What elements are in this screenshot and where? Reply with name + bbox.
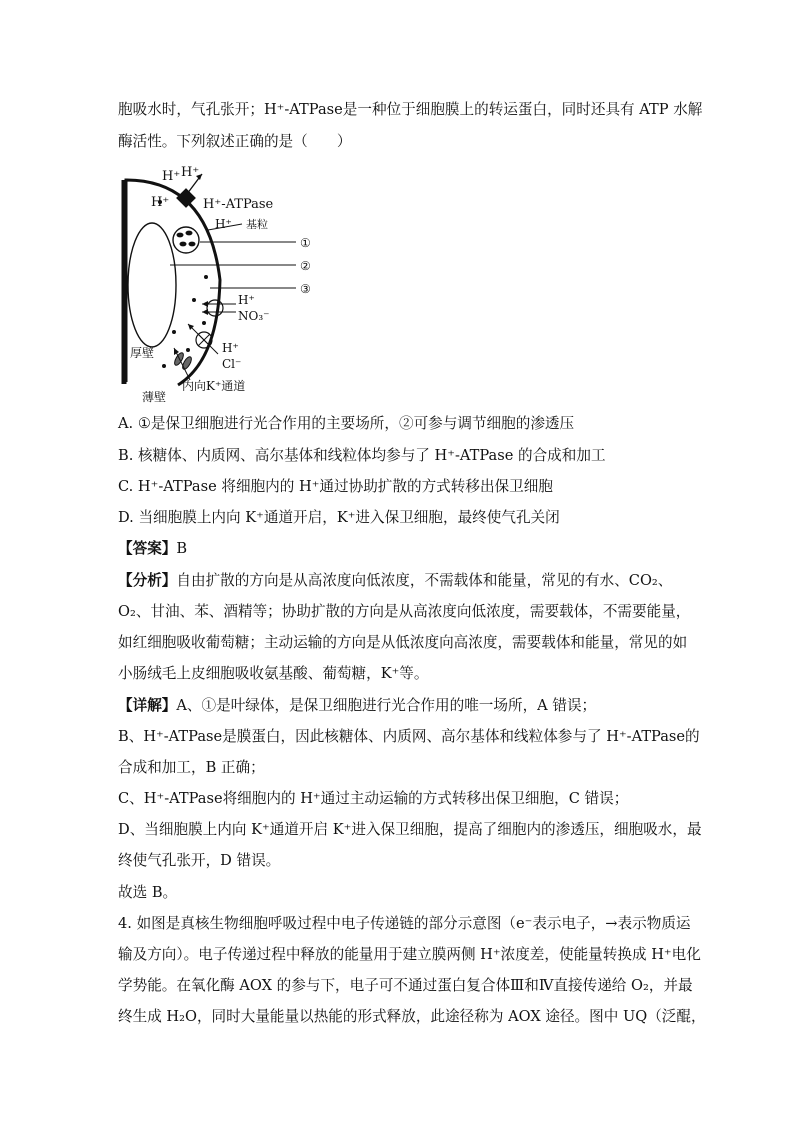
detail-line-2: B、H⁺-ATPase是膜蛋白，因此核糖体、内质网、高尔基体和线粒体参与了 H⁺-ATPase的	[118, 728, 700, 745]
q4-line-4: 终生成 H₂O，同时大量能量以热能的形式释放，此途径称为 AOX 途径。图中 UQ（泛醌，	[118, 1008, 706, 1025]
analysis-line-3: 如红细胞吸收葡萄糖；主动运输的方向是从低浓度向高浓度，需要载体和能量，常见的如	[118, 634, 688, 651]
label-h-left: H⁺	[151, 195, 170, 210]
analysis-text-1: 自由扩散的方向是从高浓度向低浓度，不需载体和能量，常见的有水、CO₂、	[176, 572, 673, 589]
label-2: ②	[300, 259, 311, 273]
answer-tag: 【答案】	[118, 540, 177, 557]
detail-line-3: 合成和加工，B 正确；	[118, 759, 265, 776]
analysis-line-2: O₂、甘油、苯、酒精等；协助扩散的方向是从高浓度向低浓度，需要载体，不需要能量，	[118, 603, 691, 620]
label-h-cl: H⁺	[222, 341, 239, 355]
vacuole	[128, 223, 176, 347]
guard-cell-diagram	[118, 160, 318, 410]
analysis-line-1	[118, 571, 672, 591]
q4-line-1: 4. 如图是真核生物细胞呼吸过程中电子传递链的部分示意图（e⁻表示电子，→表示物质运	[118, 915, 691, 932]
answer-line	[118, 539, 187, 559]
label-1: ①	[300, 236, 311, 250]
detail-line-4: C、H⁺-ATPase将细胞内的 H⁺通过主动运输的方式转移出保卫细胞，C 错误；	[118, 790, 629, 807]
label-h-out-a: H⁺	[162, 169, 181, 184]
label-baobi: 薄壁	[142, 390, 167, 404]
label-no3: NO₃⁻	[238, 309, 270, 323]
no3-transporter-icon	[207, 300, 223, 316]
intro-line-2: 酶活性。下列叙述正确的是（ ）	[118, 133, 352, 150]
label-jili: 基粒	[246, 218, 268, 231]
option-b: B. 核糖体、内质网、高尔基体和线粒体均参与了 H⁺-ATPase 的合成和加工	[118, 447, 606, 464]
detail-tag: 【详解】	[118, 697, 177, 714]
chloroplast-icon	[173, 227, 199, 253]
detail-conclusion: 故选 B。	[118, 884, 178, 901]
detail-line-1	[118, 696, 596, 716]
label-atpase: H⁺-ATPase	[203, 197, 274, 212]
analysis-line-4: 小肠绒毛上皮细胞吸收氨基酸、葡萄糖，K⁺等。	[118, 665, 429, 682]
label-3: ③	[300, 282, 311, 296]
label-h-no3: H⁺	[238, 293, 255, 307]
label-k-channel: 内向K⁺通道	[182, 379, 246, 393]
intro-line-1: 胞吸水时，气孔张开；H⁺-ATPase是一种位于细胞膜上的转运蛋白，同时还具有 ATP 水解	[118, 101, 703, 118]
detail-line-5: D、当细胞膜上内向 K⁺通道开启 K⁺进入保卫细胞，提高了细胞内的渗透压，细胞吸水，最	[118, 821, 702, 838]
label-houbi: 厚壁	[130, 346, 155, 360]
analysis-tag: 【分析】	[118, 572, 177, 589]
label-h-inner: H⁺	[215, 217, 232, 231]
label-h-out-b: H⁺	[181, 165, 200, 180]
answer-value: B	[176, 540, 188, 557]
q4-line-2: 输及方向）。电子传递过程中释放的能量用于建立膜两侧 H⁺浓度差，使能量转换成 H⁺电化	[118, 946, 701, 963]
q4-line-3: 学势能。在氧化酶 AOX 的参与下，电子可不通过蛋白复合体Ⅲ和Ⅳ直接传递给 O₂，并最	[118, 977, 693, 994]
option-c: C. H⁺-ATPase 将细胞内的 H⁺通过协助扩散的方式转移出保卫细胞	[118, 478, 553, 495]
detail-text-1: A、①是叶绿体，是保卫细胞进行光合作用的唯一场所，A 错误；	[176, 697, 597, 714]
label-cl: Cl⁻	[222, 357, 242, 371]
option-a: A. ①是保卫细胞进行光合作用的主要场所，②可参与调节细胞的渗透压	[118, 415, 575, 432]
atpase-pump-icon	[176, 188, 196, 208]
option-d: D. 当细胞膜上内向 K⁺通道开启，K⁺进入保卫细胞，最终使气孔关闭	[118, 509, 560, 526]
detail-line-6: 终使气孔张开，D 错误。	[118, 852, 281, 869]
